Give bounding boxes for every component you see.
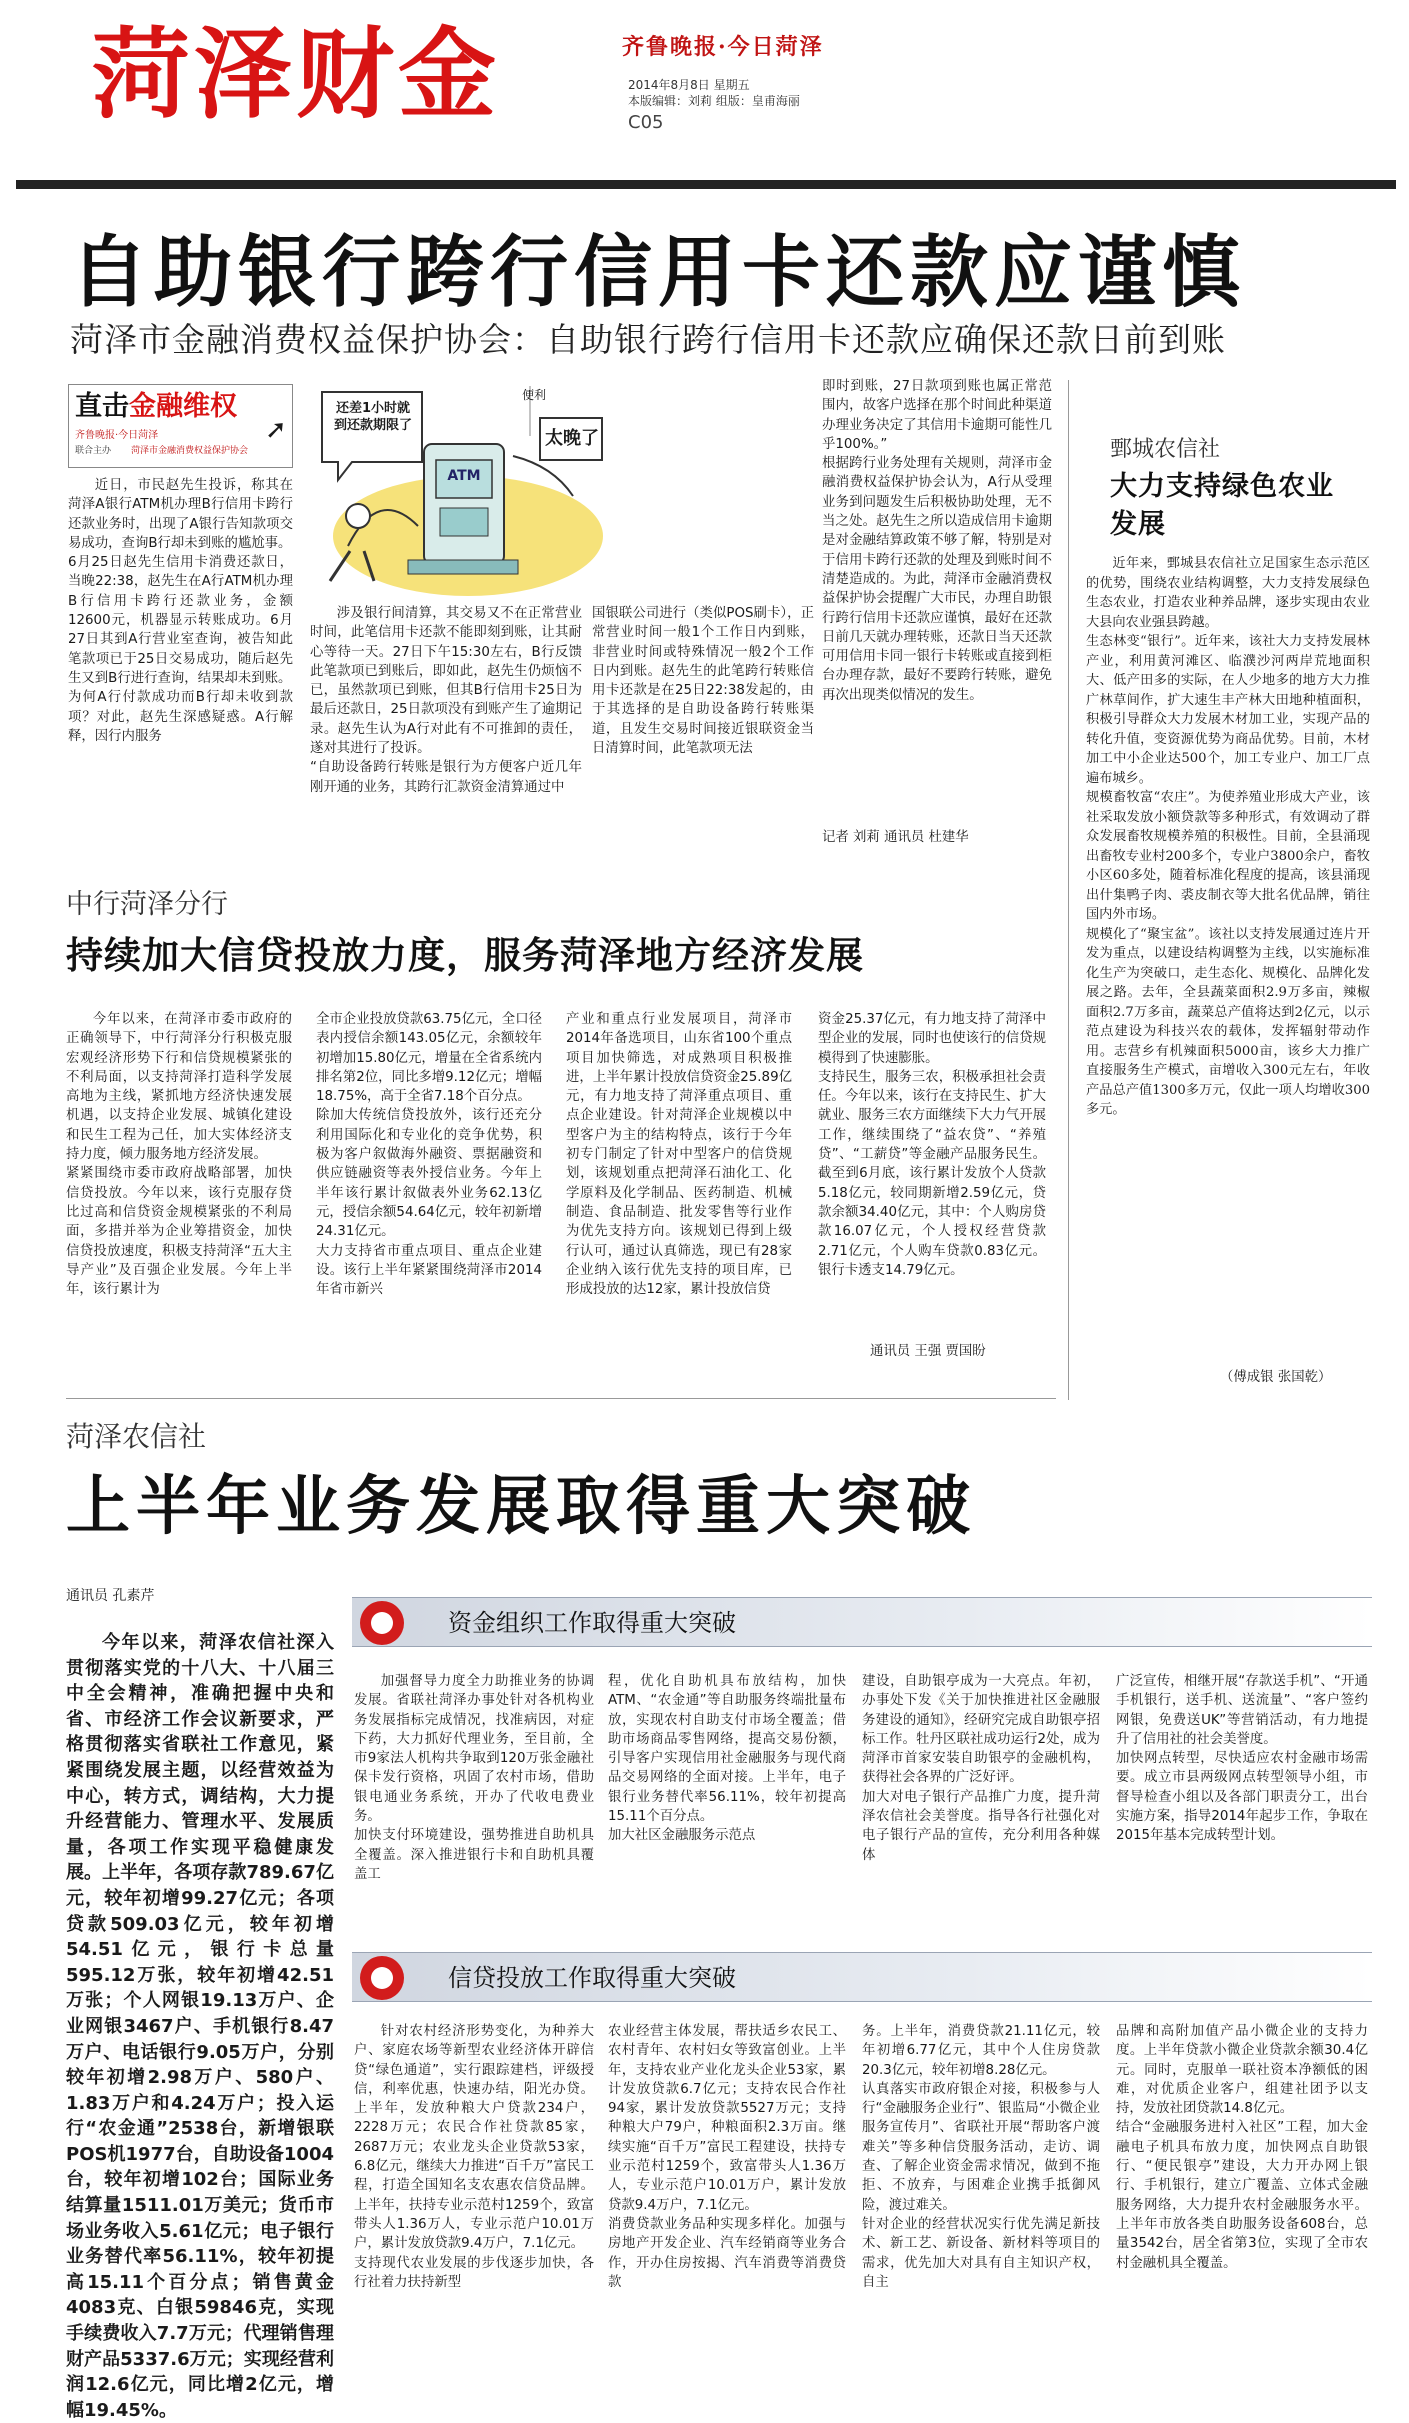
column-partner-1: 齐鲁晚报·今日菏泽 [75, 430, 159, 441]
rcc-headline: 上半年业务发展取得重大突破 [66, 1470, 976, 1544]
page-number: C05 [628, 112, 664, 133]
side-kicker: 鄄城农信社 [1110, 437, 1221, 462]
lead-headline: 自助银行跨行信用卡还款应谨慎 [70, 228, 1247, 318]
rcc-s2-col-4: 品牌和高附加值产品小微企业的支持力度。上半年贷款小微企业贷款余额30.4亿元。同时，克服单一联社资本净额低的困难，对优质企业客户，组建社团予以支持，发放社团贷款14.8亿元。 结合“金融服务进村入社区”工程，加大金融电子机具布放力度，加快网点自助银行、“便民银亭”建设，大力开办网上银行、手机银行，建立广覆盖、立体式金融服务网络，大力提升农村金融服务水平。上半年市放各类自助服务设备608台，总量3542台，居全省第3位，实现了全市农村金融机具全覆盖。 [1116, 2024, 1368, 2271]
column-tag-box [68, 384, 293, 468]
column-partner-label: 联合主办 [75, 446, 112, 456]
boc-col-4: 资金25.37亿元，有力地支持了菏泽中型企业的发展，同时也使该行的信贷规模得到了快速膨胀。 支持民生，服务三农，积极承担社会责任。今年以来，该行在支持民生、扩大就业、服务三农方面继续下大力气开展工作，继续围绕了“益农贷”、“养殖贷”、“工薪贷”等金融产品服务民生。截至到6月底，该行累计发放个人贷款5.18亿元，较同期新增2.59亿元，贷款余额34.40亿元，其中：个人购房贷款16.07亿元，个人授权经营贷款2.71亿元，个人购车贷款0.83亿元。银行卡透支14.79亿元。 [818, 1012, 1046, 1278]
cartoon-bubble-left: 还差1小时就到还款期限了 [333, 401, 412, 433]
side-divider [1068, 380, 1069, 1400]
boc-byline: 通讯员 王强 贾国盼 [870, 1344, 986, 1359]
rcc-s1-col-1: 加强督导力度全力助推业务的协调发展。省联社菏泽办事处针对各机构业务发展指标完成情况，找准病因，对症下药，大力抓好代理业务，至目前，全市9家法人机构共争取到120万张金融社保卡发行资格，巩固了农村市场，借助银电通业务系统，开办了代收电费业务。 加快支付环境建设，强势推进自助机具全覆盖。深入推进银行卡和自助机具覆盖工 [354, 1674, 594, 1882]
rcc-kicker: 菏泽农信社 [66, 1420, 207, 1453]
rcc-author: 通讯员 孔素芹 [66, 1588, 155, 1604]
banner-loans-label: 信贷投放工作取得重大突破 [448, 1964, 736, 1992]
page-editors: 本版编辑：刘莉 组版：皇甫海丽 [628, 94, 800, 108]
column-partner-2: 菏泽市金融消费权益保护协会 [131, 446, 249, 456]
cartoon-atm-label: ATM [447, 468, 481, 484]
lead-col-1: 近日，市民赵先生投诉，称其在菏泽A银行ATM机办理B行信用卡跨行还款业务时，出现了A银行告知款项交易成功，查询B行却未到账的尴尬事。 6月25日赵先生信用卡消费还款日，当晚22:38，赵先生在A行ATM机办理B行信用卡跨行还款业务，金额12600元，机器显示转账成功。6月27日其到A行营业室查询，被告知此笔款项已于25日交易成功，随后赵先生又到B行进行查询，结果却未到账。 为何A行付款成功而B行却未收到款项？对此，赵先生深感疑惑。A行解释，因行内服务 [68, 478, 293, 744]
rcc-s2-col-1: 针对农村经济形势变化，为种养大户、家庭农场等新型农业经济体开辟信贷“绿色通道”，实行跟踪建档，评级授信，利率优惠，快速办结，阳光办贷。上半年，发放种粮大户贷款234户，2228万元；农民合作社贷款85家，2687万元；农业龙头企业贷款53家，6.8亿元，继续大力推进“百千万”富民工程，打造全国知名支农惠农信贷品牌。上半年，扶持专业示范村1259个，致富带头人1.36万人，专业示范户10.01万户，累计发放贷款9.4万户，7.1亿元。 支持现代农业发展的步伐逐步加快，各行社着力扶持新型 [354, 2024, 594, 2290]
rcc-s2-col-3: 务。上半年，消费贷款21.11亿元，较年初增6.77亿元，其中个人住房贷款20.3亿元，较年初增8.28亿元。 认真落实市政府银企对接，积极参与人行“金融服务企业行”、银监局“小微企业服务宣传月”、省联社开展“帮助客户渡难关”等多种信贷服务活动，走访、调查、了解企业资金需求情况，做到不拖拒、不放弃，与困难企业携手抵御风险，渡过难关。 针对企业的经营状况实行优先满足新技术、新工艺、新设备、新材料等项目的需求，优先加大对具有自主知识产权，自主 [862, 2024, 1100, 2290]
rcc-s1-col-3: 建设，自助银亭成为一大亮点。年初，办事处下发《关于加快推进社区金融服务建设的通知》，经研究完成自助银亭招标工作。牡丹区联社成功运行2处，成为菏泽市首家安装自助银亭的金融机构，获得社会各界的广泛好评。 加大对电子银行产品推广力度，提升菏泽农信社会美誉度。指导各行社强化对电子银行产品的宣传，充分利用各种媒体 [862, 1674, 1100, 1863]
boc-headline: 持续加大信贷投放力度，服务菏泽地方经济发展 [66, 934, 864, 977]
section-divider [66, 1398, 1056, 1399]
lead-col-3: 国银联公司进行（类似POS刷卡），正常营业时间一般1个工作日内到账，非营业时间或特殊情况一般2个工作日内到账。赵先生的此笔跨行转账信用卡还款是在25日22:38发起的，由于其选择的是自助设备跨行转账渠道，且发生交易时间接近银联资金当日清算时间，此笔款项无法 [592, 606, 814, 757]
cartoon-shop-sign: 便利 [522, 388, 547, 402]
rcc-lead: 今年以来，菏泽农信社深入贯彻落实党的十八大、十八届三中全会精神，准确把握中央和省、市经济工作会议新要求，严格贯彻落实省联社工作意见，紧紧围绕发展主题，以经营效益为中心，转方式，调结构，大力提升经营能力、管理水平、发展质量，各项工作实现平稳健康发展。上半年，各项存款789.67亿元，较年初增99.27亿元；各项贷款509.03亿元，较年初增54.51亿元，银行卡总量595.12万张，较年初增42.51万张；个人网银19.13万户、企业网银3467户、手机银行8.47万户、电话银行9.05万户，分别较年初增2.98万户、580户、1.83万户和4.24万户；投入运行“农金通”2538台，新增银联POS机1977台，自助设备1004台，较年初增102台；国际业务结算量1511.01万美元；货币市场业务收入5.61亿元；电子银行业务替代率56.11%，较年初提高15.11个百分点；销售黄金4083克、白银59846克，实现手续费收入7.7万元；代理销售理财产品5337.6万元；实现经营利润12.6亿元，同比增2亿元，增幅19.45%。 [66, 1632, 334, 2421]
lead-byline: 记者 刘莉 通讯员 杜建华 [822, 830, 969, 845]
banner-deposits [352, 1597, 1372, 1647]
boc-col-2: 全市企业投放贷款63.75亿元，全口径表内授信余额143.05亿元，余额较年初增加15.80亿元，增量在全省系统内排名第2位，同比多增9.12亿元；增幅18.75%，高于全省7.18个百分点。 除加大传统信贷投放外，该行还充分利用国际化和专业化的竞争优势，积极为客户叙做海外融资、票据融资和供应链融资等表外授信业务。今年上半年该行累计叙做表外业务62.13亿元，授信余额54.64亿元，较年初新增24.31亿元。 大力支持省市重点项目、重点企业建设。该行上半年紧紧围绕菏泽市2014年省市新兴 [316, 1012, 542, 1298]
cursor-icon: ➚ [265, 415, 287, 445]
rcc-s1-col-2: 程，优化自助机具布放结构，加快ATM、“农金通”等自助服务终端批量布放，实现农村自助支付市场全覆盖；借助市场商品零售网络，提高交易份额，引导客户实现信用社金融服务与现代商品交易网络的全面对接。上半年，电子银行业务替代率56.11%，较年初提高15.11个百分点。 加大社区金融服务示范点 [608, 1674, 846, 1844]
column-tag: 直击金融维权 [75, 391, 237, 422]
boc-kicker: 中行菏泽分行 [66, 889, 228, 920]
paper-logo: 齐鲁晚报·今日菏泽 [622, 34, 824, 60]
rcc-s2-col-2: 农业经营主体发展，帮扶适乡农民工、农村青年、农村妇女等致富创业。上半年，支持农业产业化龙头企业53家，累计发放贷款6.7亿元；支持农民合作社94家，累计发放贷款5527万元；支持种粮大户79户，种粮面积2.3万亩。继续实施“百千万”富民工程建设，扶持专业示范村1259个，致富带头人1.36万人，专业示范户10.01万户，累计发放贷款9.4万户，7.1亿元。 消费贷款业务品种实现多样化。加强与房地产开发企业、汽车经销商等业务合作，开办住房按揭、汽车消费等消费贷款 [608, 2024, 846, 2290]
side-headline: 大力支持绿色农业发展 [1110, 471, 1334, 540]
boc-col-3: 产业和重点行业发展项目，菏泽市2014年备选项目，山东省100个重点项目加快筛选，对成熟项目积极推进，上半年累计投放信贷资金25.89亿元，有力地支持了菏泽重点项目、重点企业建设。针对菏泽企业规模以中型客户为主的结构特点，该行于今年初专门制定了针对中型客户的信贷规划，该规划重点把菏泽石油化工、化学原料及化学制品、医药制造、机械制造、食品制造、批发零售等行业作为优先支持方向。该规划已得到上级行认可，通过认真筛选，现已有28家企业纳入该行优先支持的项目库，已形成投放的达12家，累计投放信贷 [566, 1012, 792, 1298]
side-byline: （傅成银 张国乾） [1220, 1370, 1332, 1385]
boc-col-1: 今年以来，在菏泽市委市政府的正确领导下，中行菏泽分行积极克服宏观经济形势下行和信贷规模紧张的不利局面，以支持菏泽打造科学发展高地为主线，紧抓地方经济快速发展机遇，以支持企业发展、城镇化建设和民生工程为己任，加大实体经济支持力度，倾力服务地方经济发展。 紧紧围绕市委市政府战略部署，加快信贷投放。今年以来，该行克服存贷比过高和信贷资金规模紧张的不利局面，多措并举为企业筹措资金，加快信贷投放速度，积极支持菏泽“五大主导产业”及百强企业发展。今年上半年，该行累计为 [66, 1012, 292, 1298]
rcc-s1-col-4: 广泛宣传，相继开展“存款送手机”、“开通手机银行，送手机、送流量”、“客户签约网银，免费送UK”等营销活动，有力地提升了信用社的社会美誉度。 加快网点转型，尽快适应农村金融市场需要。成立市县两级网点转型领导小组，市督导检查小组以及各部门职责分工，出台实施方案，指导2014年起步工作，争取在2015年基本完成转型计划。 [1116, 1674, 1368, 1844]
banner-loans [352, 1952, 1372, 2002]
masthead-divider [16, 180, 1396, 189]
side-body: 近年来，鄄城县农信社立足国家生态示范区的优势，围绕农业结构调整，大力支持发展绿色生态农业，打造农业种养品牌，逐步实现由农业大县向农业强县跨越。 生态林变“银行”。近年来，该社大力支持发展林产业，利用黄河滩区、临濮沙河两岸荒地面积大、低产田多的实际，在人少地多的地方大力推广林草间作，扩大速生丰产林大田地种植面积，积极引导群众大力发展木材加工业，实现产品的转化升值，变资源优势为商品优势。目前，木材加工中小企业达500个，加工专业户、加工厂点遍布城乡。 规模畜牧富“农庄”。为使养殖业形成大产业，该社采取发放小额贷款等多种形式，有效调动了群众发展畜牧规模养殖的积极性。目前，全县涌现出畜牧专业村200多个，专业户3800余户，畜牧小区60多处，随着标准化程度的提高，该县涌现出什集鸭子肉、裘皮制衣等大批名优品牌，销往国内外市场。 规模化了“聚宝盆”。该社以支持发展通过连片开发为重点，以建设结构调整为主线，以实施标准化生产为突破口，走生态化、规模化、品牌化发展之路。去年，全县蔬菜面积2.9万多亩，辣椒面积2.7万多亩，蔬菜总产值将达到2亿元，以示范点建设为科技兴农的载体，发挥辐射带动作用。志营乡有机辣面积5000亩，该乡大力推广直接服务生产模式，亩增收入300元左右，年收产品总产值1300多万元，仅此一项人均增收300多元。 [1086, 556, 1370, 1117]
issue-date: 2014年8月8日 星期五 [628, 78, 750, 92]
cartoon-bubble-right: 太晚了 [545, 428, 599, 449]
masthead-title: 菏泽财金 [92, 18, 501, 132]
banner-deposits-label: 资金组织工作取得重大突破 [448, 1609, 736, 1637]
lead-subhead: 菏泽市金融消费权益保护协会：自助银行跨行信用卡还款应确保还款日前到账 [70, 320, 1226, 359]
lead-col-2-top [310, 377, 420, 597]
rcc-logo-icon [360, 1601, 404, 1645]
lead-col-2: 涉及银行间清算，其交易又不在正常营业时间，此笔信用卡还款不能即刻到账，让其耐心等待一天。27日下午15:30左右，B行反馈此笔款项已到账后，即如此，赵先生仍烦恼不已，虽然款项已到账，但其B行信用卡25日为最后还款日，25日款项没有到账产生了逾期记录。赵先生认为A行对此有不可推卸的责任，遂对其进行了投诉。 “自助设备跨行转账是银行为方便客户近几年刚开通的业务，其跨行汇款资金清算通过中 [310, 606, 582, 795]
lead-col-4: 即时到账，27日款项到账也属正常范围内，故客户选择在那个时间此种渠道办理业务决定了其信用卡逾期可能性几乎100%。” 根据跨行业务处理有关规则，菏泽市金融消费权益保护协会认为，A行从受理业务到问题发生后积极协助处理，无不当之处。赵先生之所以造成信用卡逾期是对金融结算政策不够了解，特别是对于信用卡跨行还款的处理及到账时间不清楚造成的。为此，菏泽市金融消费权益保护协会提醒广大市民，办理自助银行跨行信用卡还款应谨慎，最好在还款日前几天就办理转账，还款日当天还款可用信用卡同一银行卡转账或直接到柜台办理存款，最好不要跨行转账，避免再次出现类似情况的发生。 [822, 379, 1052, 703]
rcc-logo-icon [360, 1956, 404, 2000]
